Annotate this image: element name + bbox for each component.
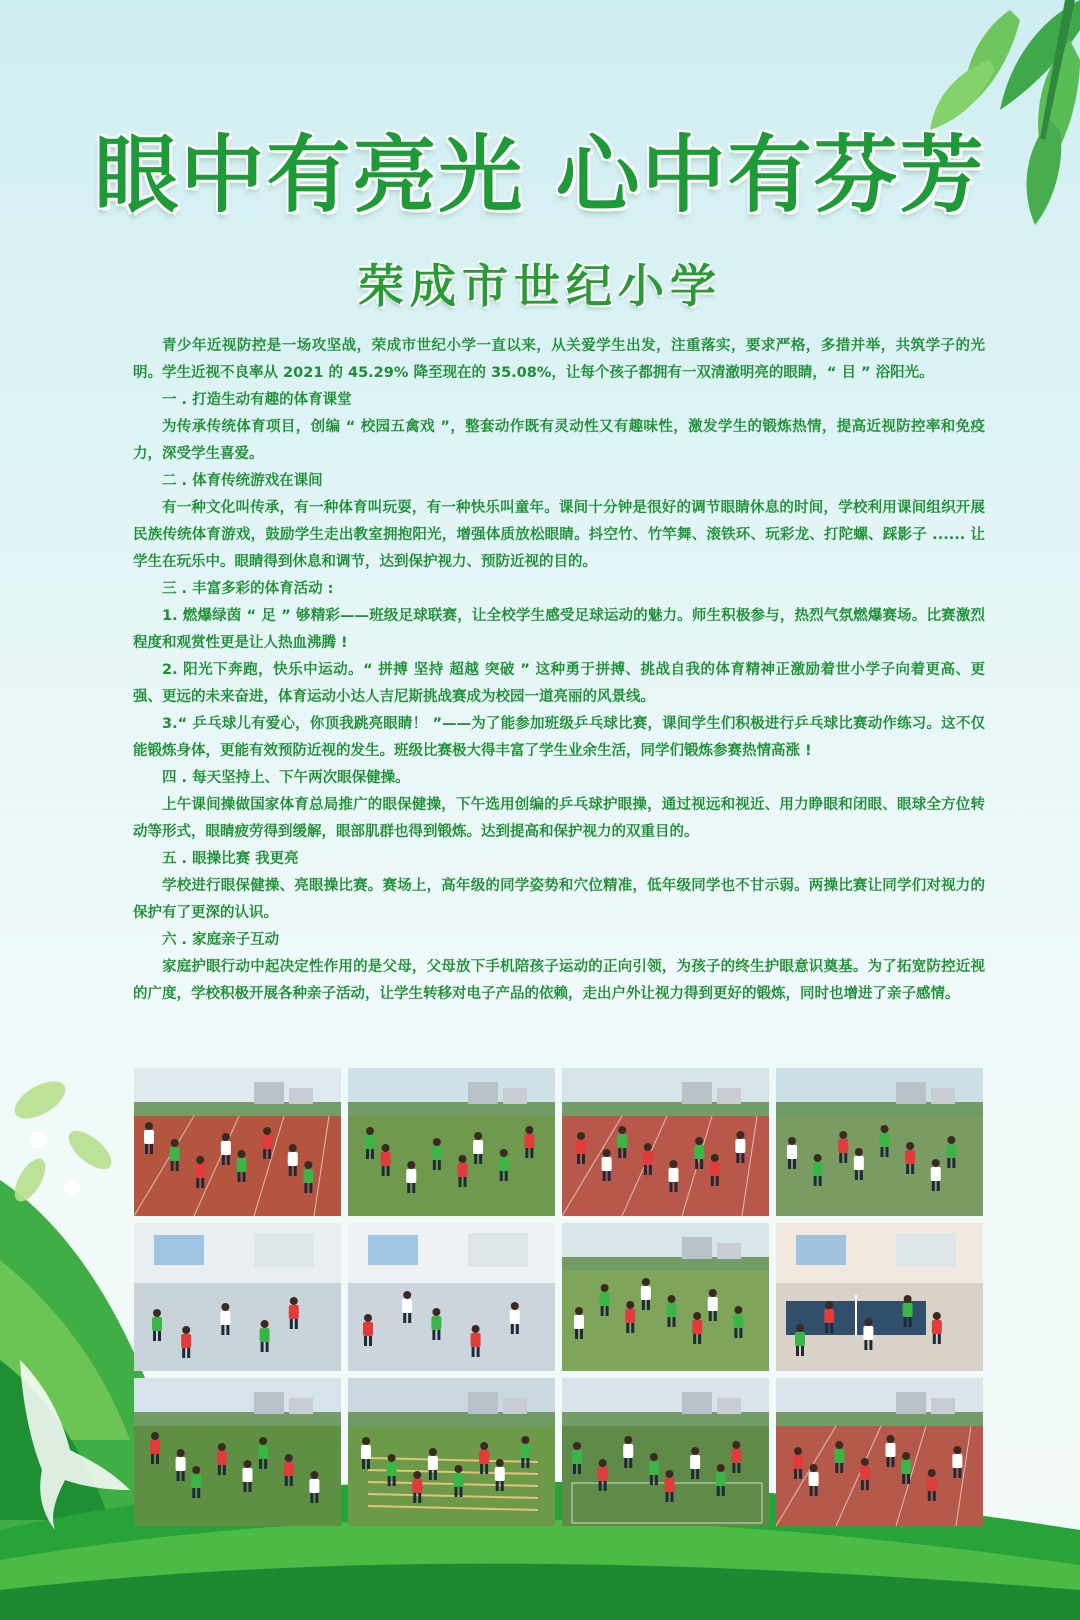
section-heading-6: 六 . 家庭亲子互动 bbox=[162, 932, 280, 948]
activity-photo-running-track bbox=[776, 1378, 983, 1526]
intro-paragraph: 青少年近视防控是一场攻坚战，荣成市世纪小学一直以来，从关爱学生出发，注重落实，要求严格，多措并举，共筑学子的光明。学生近视不良率从 2021 的 45.29% 降至现在的 35.08%，让每个孩子都拥有一双清澈明亮的眼睛，“ 目 ” 浴阳光。 bbox=[133, 338, 985, 381]
section-paragraph: 2. 阳光下奔跑，快乐中运动。“ 拼搏 坚持 超越 突破 ” 这种勇于拼搏、挑战自我的体育精神正激励着世小学子向着更高、更强、更远的未来奋进，体育运动小达人吉尼斯挑战赛成为校园一道亮丽的风景线。 bbox=[133, 662, 985, 705]
activity-photo-field-play bbox=[562, 1223, 769, 1371]
activity-photo-exercise-field bbox=[348, 1068, 555, 1216]
section-heading-3: 三 . 丰富多彩的体育活动 : bbox=[162, 581, 334, 597]
activity-photo-roller-skating bbox=[776, 1068, 983, 1216]
activity-photo-classroom-2 bbox=[348, 1223, 555, 1371]
section-paragraph: 上午课间操做国家体育总局推广的眼保健操，下午选用创编的乒乓球护眼操，通过视远和视近、用力睁眼和闭眼、眼球全方位转动等形式，眼睛疲劳得到缓解，眼部肌群也得到锻炼。达到提高和保护视力的双重目的。 bbox=[133, 797, 985, 840]
activity-photo-classroom-1 bbox=[134, 1223, 341, 1371]
activity-photo-football-field bbox=[134, 1378, 341, 1526]
school-name: 荣成市世纪小学 bbox=[358, 259, 722, 313]
photo-grid bbox=[134, 1068, 984, 1530]
section-paragraph: 1. 燃爆绿茵 “ 足 ” 够精彩——班级足球联赛，让全校学生感受足球运动的魅力。师生积极参与，热烈气氛燃爆赛场。比赛激烈程度和观赏性更是让人热血沸腾 ! bbox=[133, 608, 985, 651]
article-body bbox=[133, 333, 985, 1008]
activity-photo-ping-pong bbox=[776, 1223, 983, 1371]
activity-photo-bamboo-dance bbox=[348, 1378, 555, 1526]
section-paragraph: 学校进行眼保健操、亮眼操比赛。赛场上，高年级的同学姿势和穴位精准，低年级同学也不甘示弱。两操比赛让同学们对视力的保护有了更深的认识。 bbox=[133, 878, 985, 921]
section-paragraph: 为传承传统体育项目，创编 “ 校园五禽戏 ”，整套动作既有灵动性又有趣味性，激发学生的锻炼热情，提高近视防控率和免疫力，深受学生喜爱。 bbox=[133, 419, 985, 462]
section-heading-4: 四 . 每天坚持上、下午两次眼保健操。 bbox=[162, 770, 410, 786]
activity-photo-track-line bbox=[562, 1068, 769, 1216]
section-paragraph: 有一种文化叫传承，有一种体育叫玩耍，有一种快乐叫童年。课间十分钟是很好的调节眼睛休息的时间，学校利用课间组织开展民族传统体育游戏，鼓励学生走出教室拥抱阳光，增强体质放松眼睛。抖空竹、竹竿舞、滚铁环、玩彩龙、打陀螺、踩影子 ...... 让学生在玩乐中。眼睛得到休息和调节，达到保护视力、预防近视的目的。 bbox=[133, 500, 985, 570]
section-paragraph: 家庭护眼行动中起决定性作用的是父母，父母放下手机陪孩子运动的正向引领，为孩子的终生护眼意识奠基。为了拓宽防控近视的广度，学校积极开展各种亲子活动，让学生转移对电子产品的依赖，走出户外让视力得到更好的锻炼，同时也增进了亲子感情。 bbox=[133, 959, 985, 1002]
section-paragraph: 3.“ 乒乓球儿有爱心，你顶我跳亮眼睛！ ”——为了能参加班级乒乓球比赛，课间学生们积极进行乒乓球比赛动作练习。这不仅能锻炼身体，更能有效预防近视的发生。班级比赛极大得丰富了学生业余生活，同学们锻炼参赛热情高涨 ! bbox=[133, 716, 985, 759]
activity-photo-goal-net bbox=[562, 1378, 769, 1526]
section-heading-2: 二 . 体育传统游戏在课间 bbox=[162, 473, 323, 489]
section-heading-5: 五 . 眼操比赛 我更亮 bbox=[162, 851, 299, 867]
section-heading-1: 一 . 打造生动有趣的体育课堂 bbox=[162, 392, 352, 408]
activity-photo-football-red-track bbox=[134, 1068, 341, 1216]
poster-title: 眼中有亮光 心中有芬芳 bbox=[94, 126, 986, 224]
